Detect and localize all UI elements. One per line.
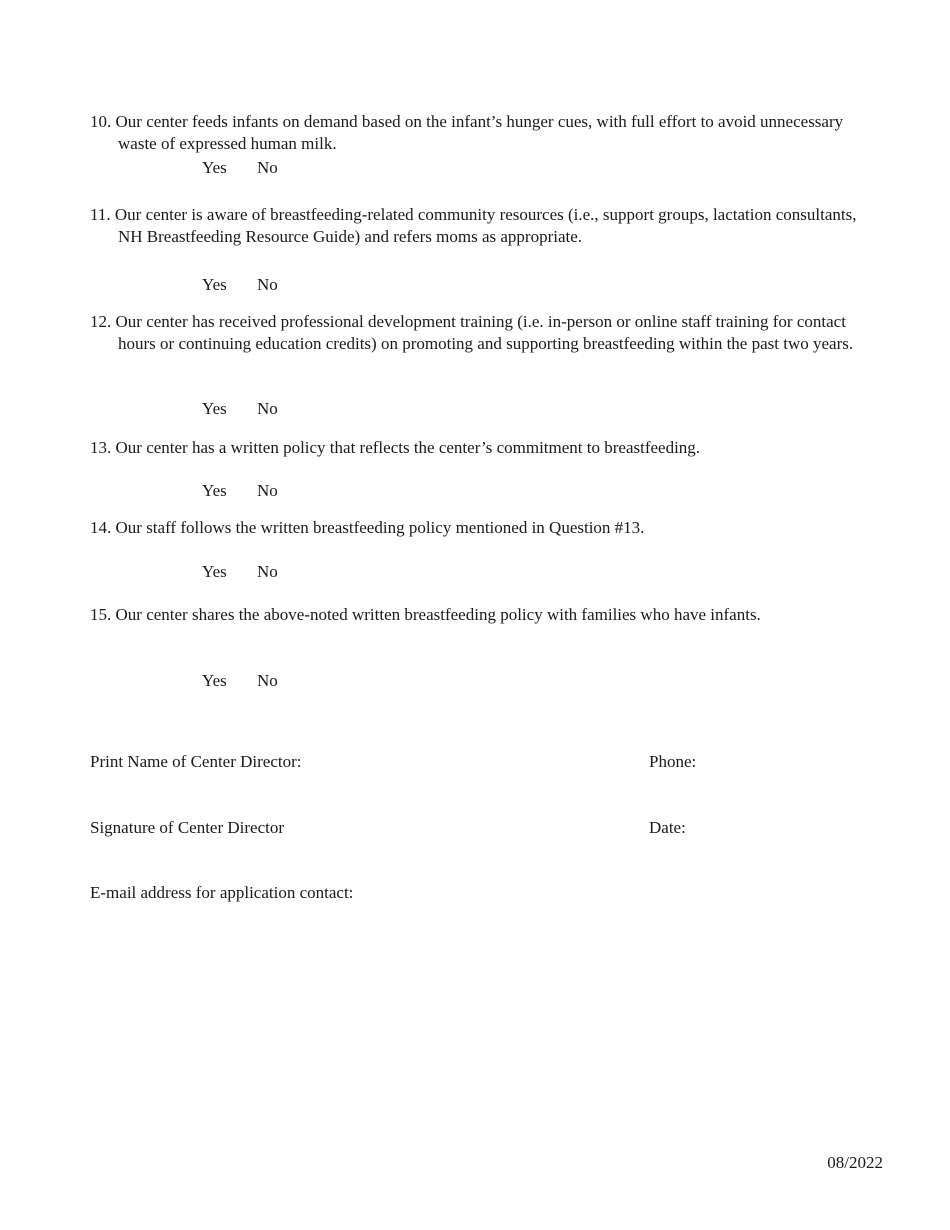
question-13-answers (202, 480, 278, 502)
yes-option[interactable]: Yes (202, 275, 227, 294)
question-body: Our staff follows the written breastfeeding policy mentioned in Question #13. (115, 518, 645, 537)
question-11-text (90, 204, 870, 248)
question-body: Our center feeds infants on demand based on the infant’s hunger cues, with full effort to avoid unnecessary waste of expressed human milk. (115, 112, 844, 153)
question-11 (90, 204, 870, 248)
question-12-answers (202, 398, 278, 420)
question-15-text (90, 604, 870, 626)
question-number: 10. (90, 112, 112, 131)
question-number: 13. (90, 438, 112, 457)
date-label: Date: (649, 818, 686, 837)
question-14-answers (202, 561, 278, 583)
question-10-answers (202, 157, 278, 179)
question-number: 15. (90, 605, 112, 624)
question-14 (90, 517, 870, 539)
no-option[interactable]: No (257, 671, 278, 690)
yes-option[interactable]: Yes (202, 562, 227, 581)
question-number: 14. (90, 518, 112, 537)
question-body: Our center shares the above-noted written breastfeeding policy with families who have infants. (115, 605, 761, 624)
no-option[interactable]: No (257, 158, 278, 177)
question-13 (90, 437, 870, 459)
director-name-label: Print Name of Center Director: (90, 752, 302, 771)
no-option[interactable]: No (257, 481, 278, 500)
question-11-answers (202, 274, 278, 296)
no-option[interactable]: No (257, 275, 278, 294)
question-10 (90, 111, 870, 155)
question-12-text (90, 311, 870, 355)
question-14-text (90, 517, 870, 539)
signature-label: Signature of Center Director (90, 818, 285, 837)
question-12 (90, 311, 870, 355)
question-body: Our center has a written policy that reflects the center’s commitment to breastfeeding. (115, 438, 701, 457)
yes-option[interactable]: Yes (202, 399, 227, 418)
yes-option[interactable]: Yes (202, 481, 227, 500)
question-number: 12. (90, 312, 112, 331)
question-body: Our center is aware of breastfeeding-related community resources (i.e., support groups, lactation consultants, NH Breastfeeding Resource Guide) and refers moms as appropriate. (114, 205, 857, 246)
question-15-answers (202, 670, 278, 692)
no-option[interactable]: No (257, 399, 278, 418)
phone-label: Phone: (649, 752, 697, 771)
no-option[interactable]: No (257, 562, 278, 581)
revision-date: 08/2022 (827, 1153, 883, 1172)
question-10-text (90, 111, 870, 155)
yes-option[interactable]: Yes (202, 158, 227, 177)
yes-option[interactable]: Yes (202, 671, 227, 690)
question-13-text (90, 437, 870, 459)
question-number: 11. (90, 205, 111, 224)
question-15 (90, 604, 870, 626)
email-label: E-mail address for application contact: (90, 883, 354, 902)
question-body: Our center has received professional development training (i.e. in-person or online staff training for contact hours or continuing education credits) on promoting and supporting breastfeeding within the past two years. (115, 312, 854, 353)
